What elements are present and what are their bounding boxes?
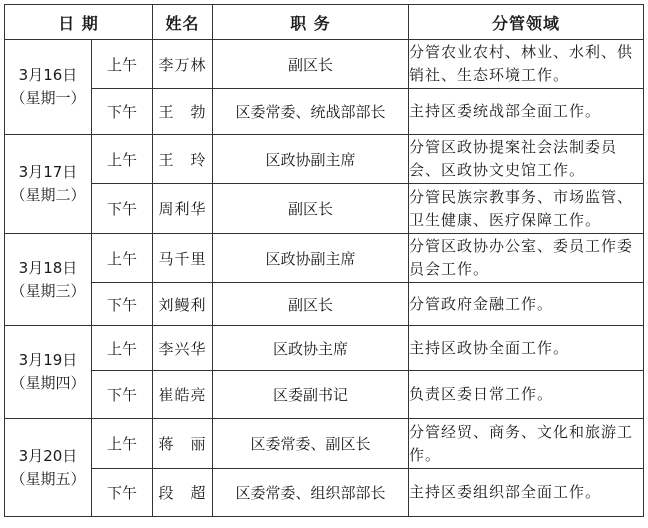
header-duty: 分管领域 <box>409 5 644 40</box>
name-cell: 崔皓亮 <box>153 371 213 419</box>
period-cell: 下午 <box>92 184 153 234</box>
post-cell: 区政协副主席 <box>213 135 409 184</box>
post-cell: 副区长 <box>213 283 409 326</box>
date-label: 3月16日 <box>18 66 78 84</box>
post-cell: 副区长 <box>213 40 409 89</box>
duty-cell: 负责区委日常工作。 <box>409 371 644 419</box>
name-cell: 王 勃 <box>153 89 213 135</box>
table-row <box>5 469 644 517</box>
date-label: 3月17日 <box>18 163 78 181</box>
duty-cell: 分管农业农村、林业、水利、供销社、生态环境工作。 <box>409 40 644 89</box>
table-row <box>5 234 644 283</box>
duty-cell: 主持区委组织部全面工作。 <box>409 469 644 517</box>
weekday-label: （星期三） <box>10 281 86 300</box>
post-cell: 区委常委、组织部部长 <box>213 469 409 517</box>
date-cell <box>5 135 92 234</box>
name-cell: 段 超 <box>153 469 213 517</box>
name-cell: 马千里 <box>153 234 213 283</box>
table-row <box>5 419 644 469</box>
header-date: 日 期 <box>5 5 153 40</box>
header-row <box>5 5 644 40</box>
table-row <box>5 326 644 371</box>
date-cell <box>5 419 92 517</box>
date-label: 3月19日 <box>18 351 78 369</box>
duty-cell: 主持区委统战部全面工作。 <box>409 89 644 135</box>
table-row <box>5 135 644 184</box>
period-cell: 上午 <box>92 135 153 184</box>
name-cell: 李兴华 <box>153 326 213 371</box>
table-row <box>5 371 644 419</box>
date-label: 3月18日 <box>18 258 78 277</box>
period-cell: 下午 <box>92 371 153 419</box>
weekday-label: （星期二） <box>10 186 86 204</box>
duty-cell: 分管民族宗教事务、市场监管、卫生健康、医疗保障工作。 <box>409 184 644 234</box>
name-cell: 蒋 丽 <box>153 419 213 469</box>
date-cell <box>5 40 92 135</box>
duty-cell: 分管区政协办公室、委员工作委员会工作。 <box>409 234 644 283</box>
date-cell <box>5 234 92 326</box>
duty-cell: 分管区政协提案社会法制委员会、区政协文史馆工作。 <box>409 135 644 184</box>
post-cell: 区委常委、副区长 <box>213 419 409 469</box>
post-cell: 区政协主席 <box>213 326 409 371</box>
duty-cell: 主持区政协全面工作。 <box>409 326 644 371</box>
period-cell: 下午 <box>92 283 153 326</box>
date-label: 3月20日 <box>18 446 78 465</box>
period-cell: 上午 <box>92 419 153 469</box>
post-cell: 区委常委、统战部部长 <box>213 89 409 135</box>
period-cell: 上午 <box>92 40 153 89</box>
period-cell: 上午 <box>92 234 153 283</box>
name-cell: 李万林 <box>153 40 213 89</box>
weekday-label: （星期四） <box>10 374 86 392</box>
date-cell <box>5 326 92 419</box>
name-cell: 王 玲 <box>153 135 213 184</box>
weekday-label: （星期五） <box>10 469 86 488</box>
duty-cell: 分管经贸、商务、文化和旅游工作。 <box>409 419 644 469</box>
name-cell: 周利华 <box>153 184 213 234</box>
header-name: 姓名 <box>153 5 213 40</box>
table-row <box>5 40 644 89</box>
period-cell: 下午 <box>92 89 153 135</box>
post-cell: 副区长 <box>213 184 409 234</box>
table-row <box>5 184 644 234</box>
period-cell: 下午 <box>92 469 153 517</box>
post-cell: 区政协副主席 <box>213 234 409 283</box>
weekday-label: （星期一） <box>10 89 86 107</box>
post-cell: 区委副书记 <box>213 371 409 419</box>
table-row <box>5 283 644 326</box>
name-cell: 刘鳗利 <box>153 283 213 326</box>
schedule-table <box>4 4 644 517</box>
period-cell: 上午 <box>92 326 153 371</box>
header-post: 职 务 <box>213 5 409 40</box>
table-row <box>5 89 644 135</box>
duty-cell: 分管政府金融工作。 <box>409 283 644 326</box>
